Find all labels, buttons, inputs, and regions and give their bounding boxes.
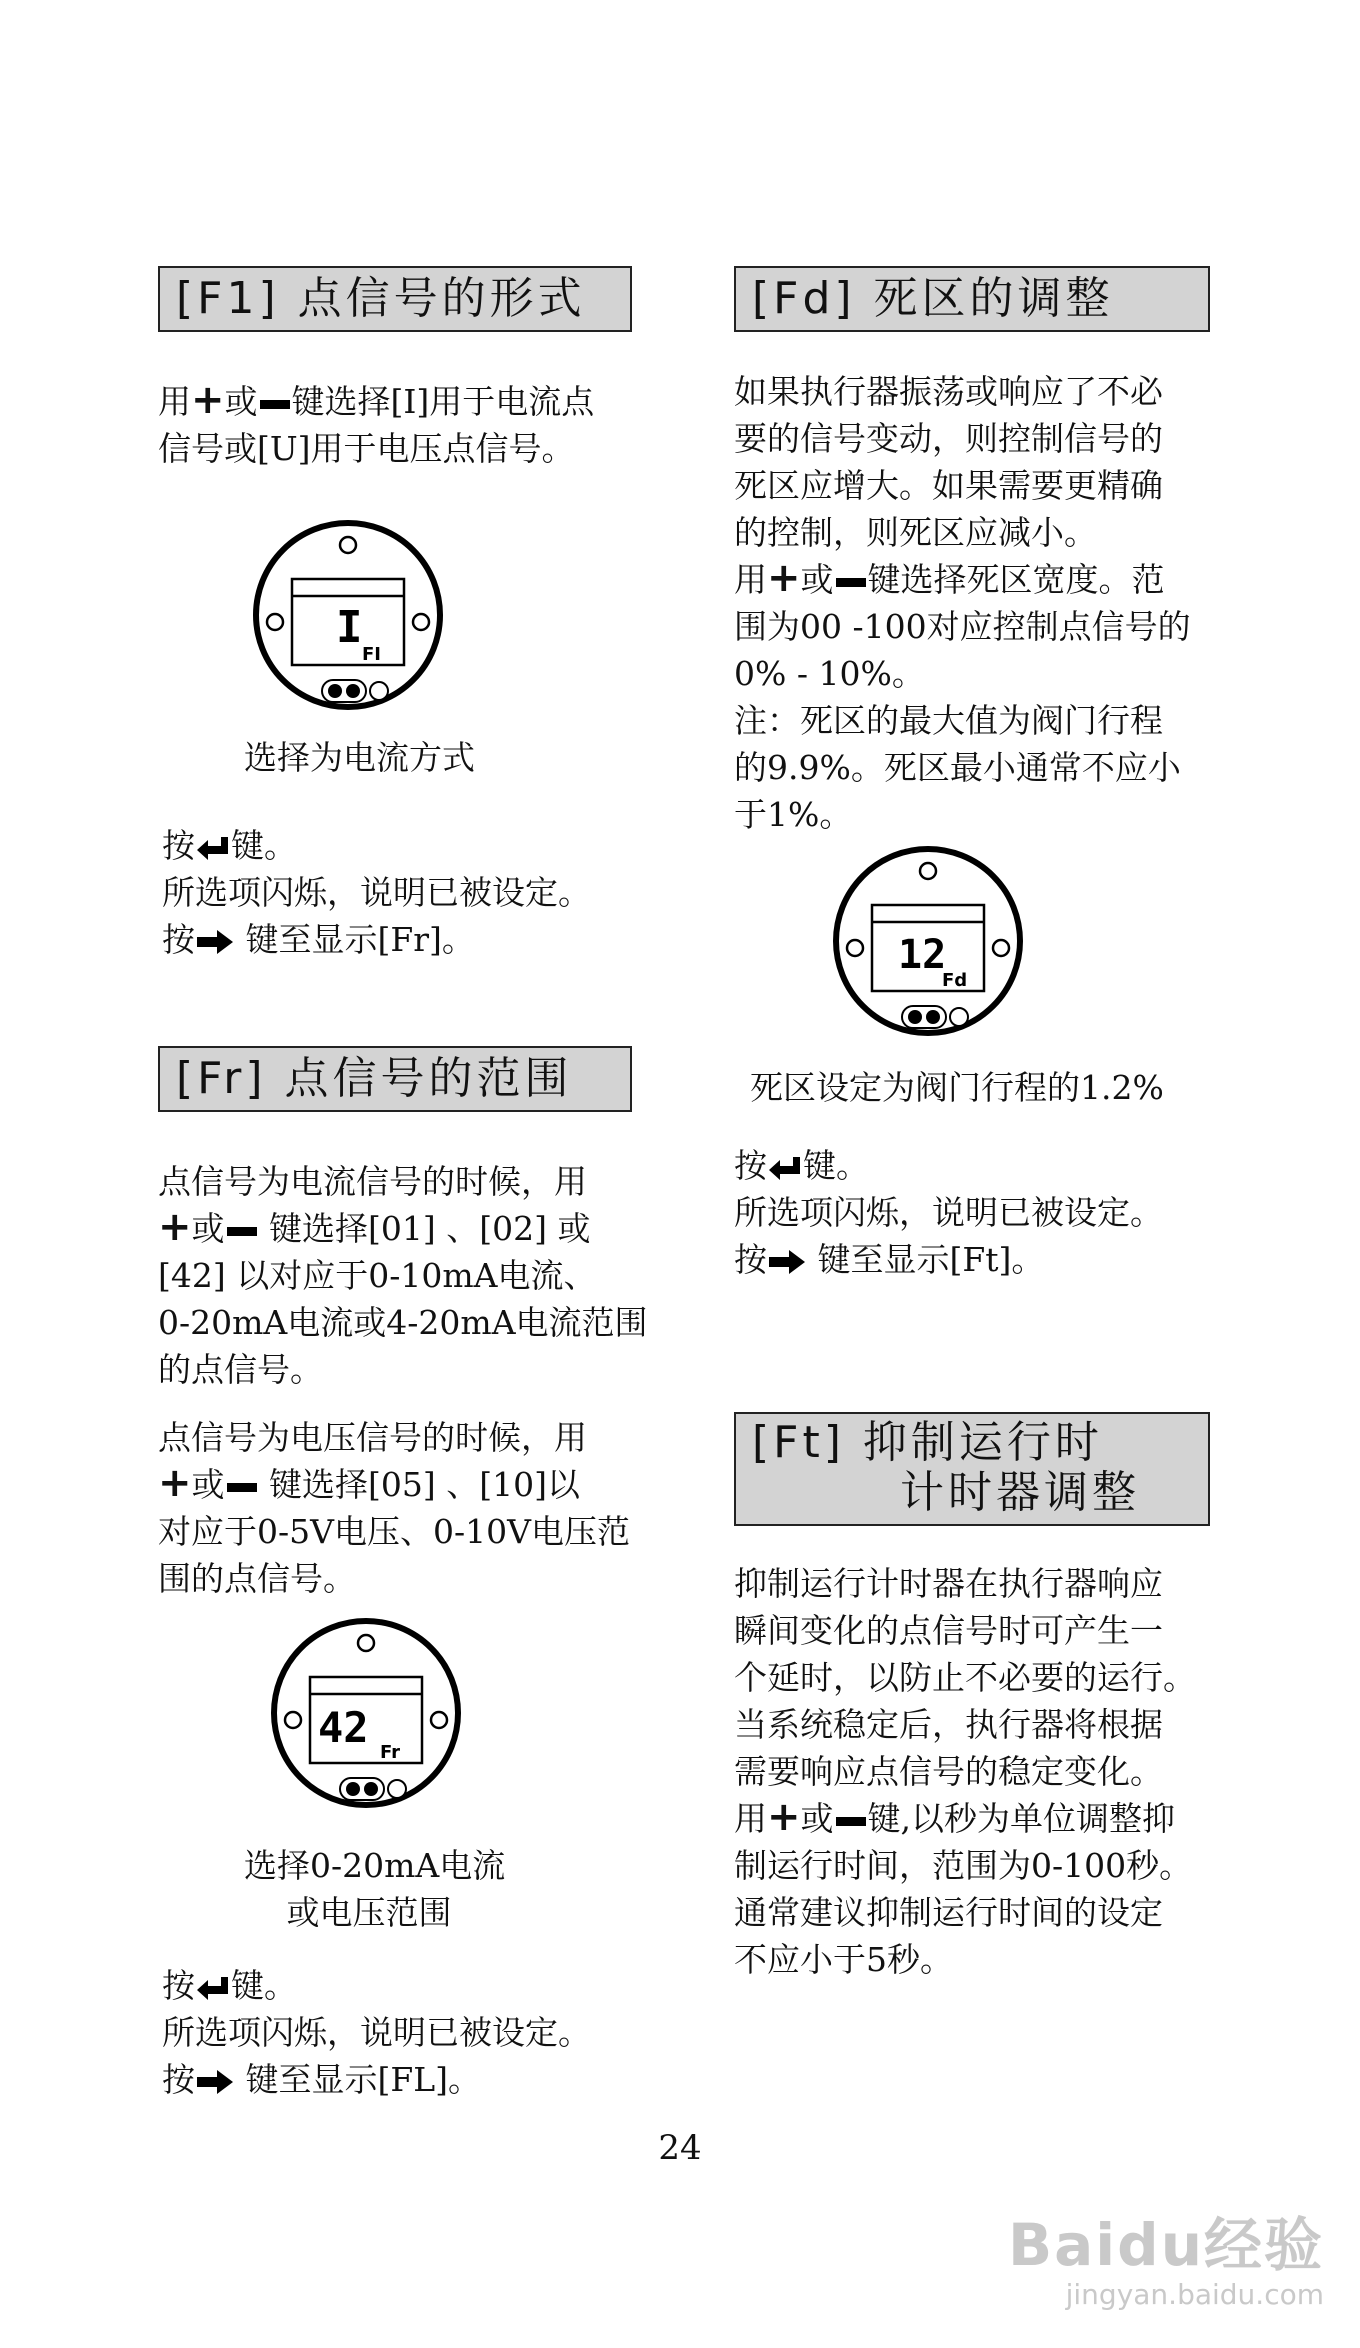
baidu-watermark [994, 2212, 1324, 2312]
f1-caption: 选择为电流方式 [244, 738, 475, 777]
page-number: 24 [658, 2128, 702, 2168]
right-arrow-key-icon [195, 929, 235, 955]
f1-display-code: FI [362, 644, 381, 665]
minus-key-icon [836, 1817, 866, 1826]
fr-steps: 按 键。 所选项闪烁，说明已被设定。 按 键至显示[FL]。 [162, 1966, 591, 2099]
minus-key-icon [260, 400, 290, 409]
plus-key-icon: + [191, 377, 225, 423]
plus-key-icon: + [767, 1794, 801, 1840]
plus-key-icon: + [158, 1204, 192, 1250]
fr-para-current: 点信号为电流信号的时候，用 +或 键选择[01] 、[02] 或 [42] 以对应于0-10mA电流、 0-20mA电流或4-20mA电流范围 的点信号。 [158, 1162, 648, 1389]
fd-display-dial [830, 838, 1026, 1044]
right-arrow-key-icon [767, 1249, 807, 1275]
ft-heading: [Ft] 抑制运行时 计时器调整 [734, 1412, 1210, 1526]
minus-key-icon [227, 1483, 257, 1492]
plus-key-icon: + [767, 555, 801, 601]
enter-key-icon [195, 835, 231, 861]
watermark-brand: Baidu经验 [1007, 2211, 1324, 2279]
f1-display-value: I [336, 602, 363, 653]
fr-display-dial [268, 1610, 464, 1816]
fr-display-code: Fr [380, 1742, 401, 1763]
fr-heading: [Fr] 点信号的范围 [158, 1046, 632, 1112]
fd-display-value: 12 [898, 932, 947, 978]
fd-display-code: Fd [942, 970, 968, 991]
fd-steps: 按 键。 所选项闪烁，说明已被设定。 按 键至显示[Ft]。 [734, 1146, 1163, 1279]
f1-steps: 按 键。 所选项闪烁，说明已被设定。 按 键至显示[Fr]。 [162, 826, 591, 959]
enter-key-icon [767, 1155, 803, 1181]
f1-display-dial [250, 512, 446, 718]
fd-heading: [Fd] 死区的调整 [734, 266, 1210, 332]
fd-caption: 死区设定为阀门行程的1.2% [750, 1068, 1164, 1107]
minus-key-icon [836, 578, 866, 587]
fr-para-voltage: 点信号为电压信号的时候，用 +或 键选择[05] 、[10]以 对应于0-5V电压、0-10V电压范 围的点信号。 [158, 1418, 630, 1598]
fd-para: 如果执行器振荡或响应了不必 要的信号变动，则控制信号的 死区应增大。如果需要更精确 的控制，则死区应减小。 用+或 键选择死区宽度。范 围为00 -100对应控制点信号的 0% - 10%。 注：死区的最大值为阀门行程 的9.9%。死区最小通常不应小 于1%。 [734, 372, 1191, 834]
plus-key-icon: + [158, 1460, 192, 1506]
watermark-url: jingyan.baidu.com [1065, 2278, 1324, 2311]
fr-display-value: 42 [318, 1703, 369, 1752]
fr-caption: 选择0-20mA电流 或电压范围 [244, 1846, 506, 1932]
enter-key-icon [195, 1975, 231, 2001]
minus-key-icon [227, 1227, 257, 1236]
f1-intro: 用+或 键选择[I]用于电流点 信号或[U]用于电压点信号。 [158, 377, 595, 468]
f1-heading: [F1] 点信号的形式 [158, 266, 632, 332]
right-arrow-key-icon [195, 2069, 235, 2095]
ft-para: 抑制运行计时器在执行器响应 瞬间变化的点信号时可产生一 个延时，以防止不必要的运行。 当系统稳定后，执行器将根据 需要响应点信号的稳定变化。 用+或 键,以秒为单位调整抑 制运行时间，范围为0-100秒。 通常建议抑制运行时间的设定 不应小于5秒。 [734, 1564, 1196, 1979]
